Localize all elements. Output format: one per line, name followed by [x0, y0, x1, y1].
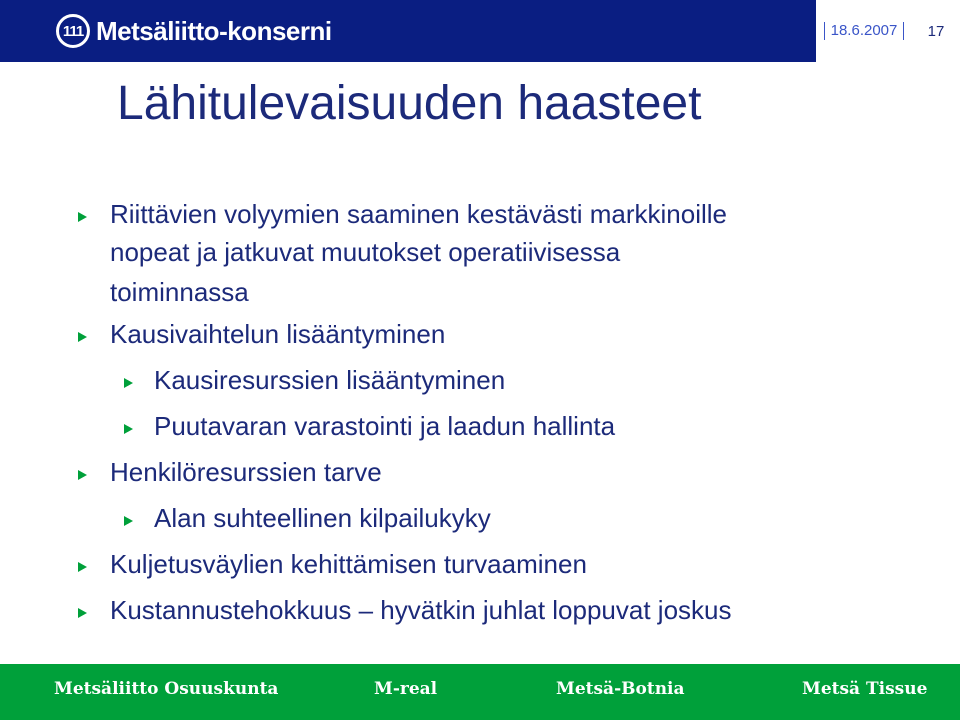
bullet-icon — [78, 470, 87, 480]
metsaliitto-logo — [56, 14, 332, 48]
header-bar — [0, 0, 960, 62]
footer-logo-m-real: M-real — [374, 679, 438, 699]
bullet-icon — [124, 378, 133, 388]
slide-number: 17 — [912, 0, 960, 62]
bullet-item: Kuljetusväylien kehittämisen turvaaminen — [110, 549, 587, 579]
bullet-item: Puutavaran varastointi ja laadun hallinta — [154, 411, 616, 441]
footer-logo-metsaliitto-osuuskunta: Metsäliitto Osuuskunta — [54, 679, 279, 699]
date-box — [816, 0, 912, 62]
logo-text: Metsäliitto-konserni — [96, 15, 332, 46]
bullet-icon — [124, 424, 133, 434]
bullet-icon — [78, 608, 87, 618]
bullet-icon — [124, 516, 133, 526]
bullet-item: toiminnassa — [110, 277, 249, 307]
bullet-item: nopeat ja jatkuvat muutokset operatiivisessa — [110, 237, 621, 267]
footer-logo-metsa-botnia: Metsä-Botnia — [556, 679, 685, 699]
footer-logo-metsa-tissue: Metsä Tissue — [802, 679, 928, 699]
bullet-item: Kausiresurssien lisääntyminen — [154, 365, 506, 395]
bullet-item: Kustannustehokkuus – hyvätkin juhlat loppuvat joskus — [110, 595, 732, 625]
bullet-icon — [78, 562, 87, 572]
bullet-item: Kausivaihtelun lisääntyminen — [110, 319, 446, 349]
bullet-item: Alan suhteellinen kilpailukyky — [154, 503, 491, 533]
bullet-item: Riittävien volyymien saaminen kestävästi markkinoille — [110, 199, 728, 229]
footer-bar — [0, 664, 960, 720]
bullet-icon — [78, 212, 87, 222]
bullet-item: Henkilöresurssien tarve — [110, 457, 382, 487]
slide-date: 18.6.2007 — [824, 22, 905, 40]
slide-title: Lähitulevaisuuden haasteet — [117, 77, 702, 130]
logo-badge: 111 — [56, 14, 90, 48]
bullet-icon — [78, 332, 87, 342]
